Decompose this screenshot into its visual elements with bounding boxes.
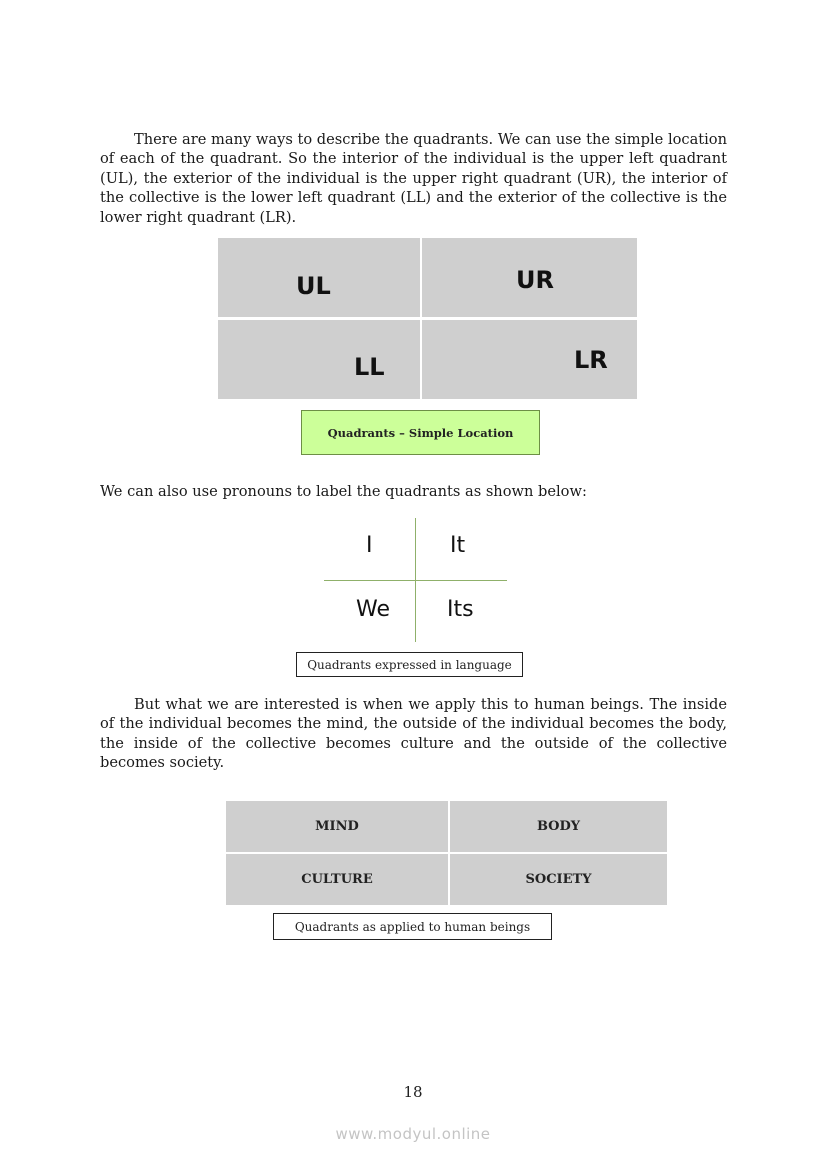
quadrant-ul-cell [218, 238, 420, 317]
horizontal-divider [324, 580, 507, 581]
quadrant-ul-label: UL [296, 272, 331, 300]
quadrant-lr-cell [422, 320, 637, 399]
pronouns-paragraph: We can also use pronouns to label the quadrants as shown below: [100, 483, 587, 500]
body-cell: BODY [450, 801, 667, 852]
quadrant-ur-label: UR [516, 266, 554, 294]
watermark-text: www.modyul.online [335, 1125, 491, 1143]
language-caption: Quadrants expressed in language [296, 652, 523, 677]
simple-location-caption: Quadrants – Simple Location [301, 410, 540, 455]
pronoun-i-label: I [366, 533, 373, 558]
pronoun-quadrants-diagram [324, 518, 508, 642]
page-number: 18 [403, 1083, 423, 1101]
intro-paragraph: There are many ways to describe the quadrants. We can use the simple location of each of the quadrant. So the interior of the individual is the upper left quadrant (UL), the exterior of the individual is the upper right quadrant (UR), the interior of the collective is the lower left quadrant (LL) and the exterior of the collective is the lower right quadrant (LR). [100, 131, 727, 226]
human-beings-caption: Quadrants as applied to human beings [273, 913, 552, 940]
human-paragraph: But what we are interested is when we apply this to human beings. The inside of the individual becomes the mind, the outside of the individual becomes the body, the inside of the collective becomes culture and the outside of the collective becomes society. [100, 696, 727, 772]
mind-cell: MIND [226, 801, 448, 852]
quadrant-ll-label: LL [354, 353, 385, 381]
pronoun-it-label: It [450, 533, 466, 558]
pronoun-we-label: We [356, 597, 390, 622]
quadrant-ur-cell [422, 238, 637, 317]
pronoun-its-label: Its [447, 597, 474, 622]
quadrant-lr-label: LR [574, 346, 608, 374]
simple-location-diagram [218, 238, 637, 399]
society-cell: SOCIETY [450, 854, 667, 905]
culture-cell: CULTURE [226, 854, 448, 905]
quadrant-ll-cell [218, 320, 420, 399]
human-quadrants-diagram [226, 801, 667, 905]
